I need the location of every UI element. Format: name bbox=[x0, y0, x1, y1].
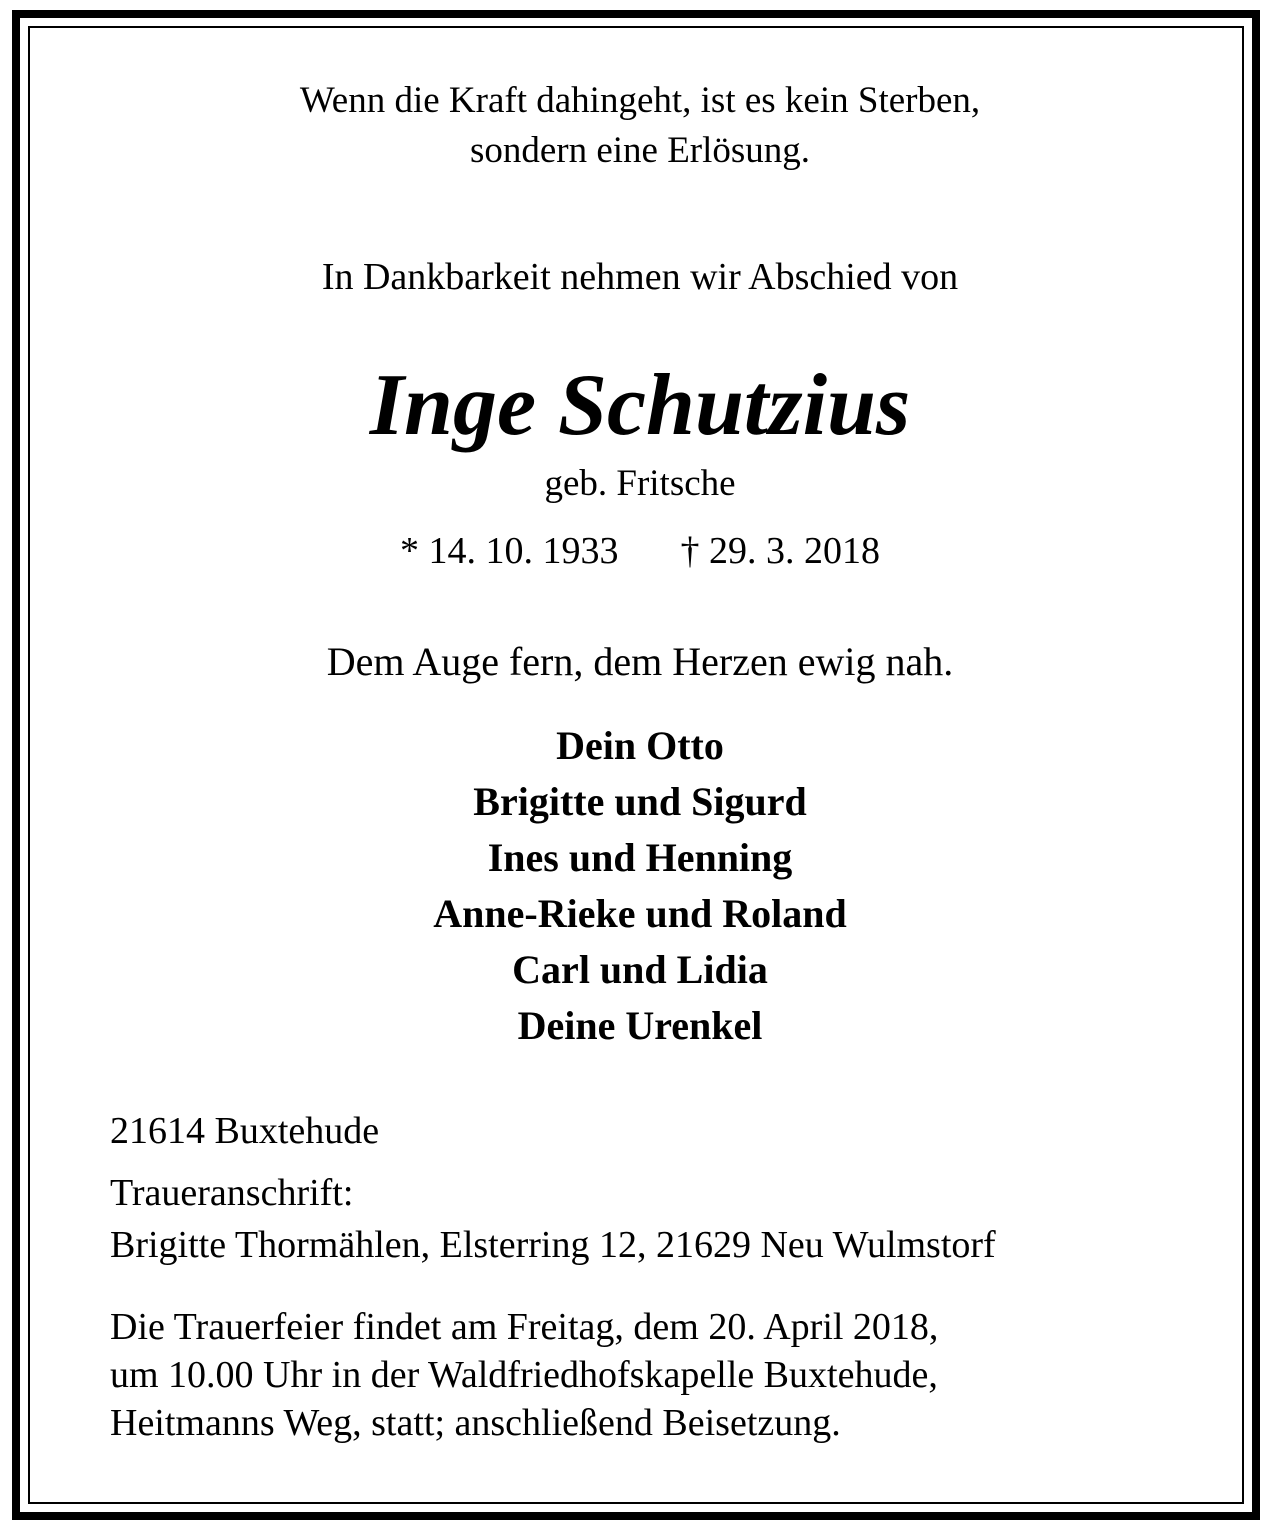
ceremony-line-3: Heitmanns Weg, statt; anschließend Beisetzung. bbox=[110, 1402, 841, 1444]
deceased-name: Inge Schutzius bbox=[369, 357, 911, 454]
mourner-line: Carl und Lidia bbox=[512, 947, 768, 992]
mourning-address: Brigitte Thormählen, Elsterring 12, 21629 Neu Wulmstorf bbox=[110, 1224, 996, 1266]
mourner-line: Ines und Henning bbox=[487, 835, 793, 880]
birth-date: * 14. 10. 1933 bbox=[400, 530, 619, 572]
death-date: † 29. 3. 2018 bbox=[680, 530, 880, 572]
motto-line-1: Wenn die Kraft dahingeht, ist es kein Sterben, bbox=[299, 80, 981, 121]
memorial-quote: Dem Auge fern, dem Herzen ewig nah. bbox=[326, 639, 954, 684]
mourner-line: Brigitte und Sigurd bbox=[473, 779, 807, 824]
life-dates bbox=[0, 528, 1280, 574]
ceremony-line-2: um 10.00 Uhr in der Waldfriedhofskapelle Buxtehude, bbox=[110, 1354, 938, 1396]
maiden-name: geb. Fritsche bbox=[544, 463, 736, 504]
mourner-line: Deine Urenkel bbox=[517, 1003, 763, 1048]
intro-text: In Dankbarkeit nehmen wir Abschied von bbox=[321, 256, 959, 298]
motto-line-2: sondern eine Erlösung. bbox=[469, 130, 811, 171]
ceremony-line-1: Die Trauerfeier findet am Freitag, dem 20. April 2018, bbox=[110, 1306, 939, 1348]
location-text: 21614 Buxtehude bbox=[110, 1110, 380, 1152]
mourning-address-label: Traueranschrift: bbox=[110, 1172, 354, 1214]
mourner-line: Anne-Rieke und Roland bbox=[433, 891, 847, 936]
mourner-line: Dein Otto bbox=[556, 723, 724, 768]
